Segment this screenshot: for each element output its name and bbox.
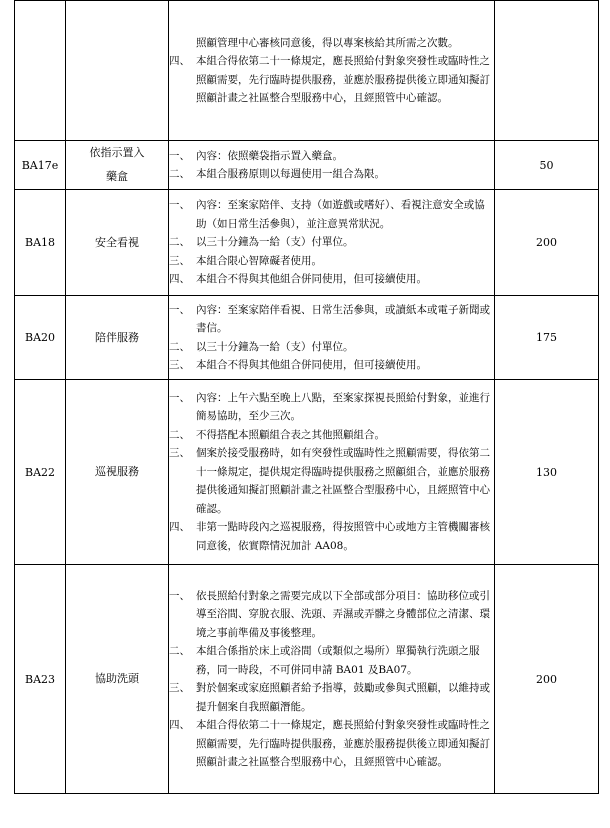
description-item <box>169 147 494 166</box>
item-text: 本組合限心智障礙者使用。 <box>196 254 322 267</box>
table-row <box>15 296 599 380</box>
service-code-cell <box>15 1 66 141</box>
price-cell <box>495 1 599 141</box>
item-text: 本組合服務原則以每週使用一組合為限。 <box>196 168 385 180</box>
table-row <box>15 565 599 794</box>
item-text: 本組合不得與其他組合併同使用，但可接續使用。 <box>196 273 427 286</box>
item-text: 本組合得依第二十一條規定，應長照給付對象突發性或臨時性之照顧需要，先行臨時提供服務，並應於服務提供後立即通知擬訂照顧計畫之社區整合型服務中心，且經照管中心確認。 <box>196 55 490 104</box>
item-number: 二、 <box>169 428 190 441</box>
service-description-cell <box>169 296 495 380</box>
item-number: 三、 <box>169 682 190 694</box>
description-item <box>169 716 494 772</box>
item-text: 內容：依照藥袋指示置入藥盒。 <box>196 149 343 162</box>
service-name-line: 巡視服務 <box>95 465 139 478</box>
service-name-line: 安全看視 <box>95 235 139 249</box>
description-item <box>169 444 494 518</box>
description-item <box>169 642 494 679</box>
service-code-cell: BA17e <box>15 141 66 190</box>
description-item <box>169 587 494 643</box>
item-number: 一、 <box>169 391 190 404</box>
price-cell: 200 <box>495 565 599 794</box>
item-number: 三、 <box>169 447 190 460</box>
table-row <box>15 190 599 296</box>
item-text: 以三十分鐘為一給（支）付單位。 <box>196 340 354 353</box>
item-number: 四、 <box>169 521 190 534</box>
item-text: 非第一點時段內之巡視服務，得按照管中心或地方主管機關審核同意後，依實際情況加計 AA08。 <box>196 521 490 552</box>
description-continuation: 照顧管理中心審核同意後，得以專案核給其所需之次數。 <box>196 36 459 49</box>
service-name-line: 陪伴服務 <box>95 330 139 344</box>
description-item <box>169 338 494 357</box>
description-item <box>169 426 494 445</box>
item-text: 不得搭配本照顧組合表之其他照顧組合。 <box>196 428 385 441</box>
service-code-cell: BA20 <box>15 296 66 380</box>
table-row <box>15 141 599 190</box>
price-cell: 130 <box>495 380 599 565</box>
item-number: 三、 <box>169 359 190 371</box>
service-name-cell <box>66 190 169 296</box>
document-page <box>14 0 599 794</box>
description-item <box>169 679 494 716</box>
description-item <box>169 165 494 184</box>
item-text: 本組合不得與其他組合併同使用，但可接續使用。 <box>196 359 427 371</box>
service-description-cell <box>169 380 495 565</box>
service-name-cell <box>66 565 169 794</box>
item-text: 個案於接受服務時，如有突發性或臨時性之照顧需要，得依第二十一條規定，提供規定得臨時提供服務之照顧組合，並應於服務提供後通知擬訂照顧計畫之社區整合型服務中心，且經照管中心確認。 <box>196 447 490 515</box>
description-item <box>169 389 494 426</box>
description-item <box>169 196 494 233</box>
service-name-cell <box>66 380 169 565</box>
item-number: 二、 <box>169 236 190 249</box>
description-item <box>169 356 494 375</box>
item-text: 內容：至案家陪伴看視、日常生活參與，或讀紙本或電子新聞或書信。 <box>196 303 490 334</box>
table-row <box>15 1 599 141</box>
description-item <box>169 301 494 338</box>
item-number: 一、 <box>169 199 190 212</box>
price-cell: 200 <box>495 190 599 296</box>
service-code-cell: BA18 <box>15 190 66 296</box>
service-description-cell <box>169 190 495 296</box>
price-cell: 175 <box>495 296 599 380</box>
item-text: 以三十分鐘為一給（支）付單位。 <box>196 236 354 249</box>
item-number: 四、 <box>169 719 190 731</box>
item-text: 對於個案或家庭照顧者給予指導，鼓勵或參與式照顧，以維持或提升個案自我照顧潛能。 <box>196 682 490 713</box>
item-number: 二、 <box>169 645 190 657</box>
item-number: 一、 <box>169 303 190 316</box>
service-name-line: 藥盒 <box>106 170 128 183</box>
description-item <box>169 252 494 271</box>
service-name-cell <box>66 1 169 141</box>
service-name-line: 依指示置入 <box>89 146 145 159</box>
description-item <box>169 52 494 108</box>
table-row <box>15 380 599 565</box>
service-code-cell: BA22 <box>15 380 66 565</box>
service-description-cell <box>169 1 495 141</box>
service-items-table <box>14 0 599 794</box>
price-cell: 50 <box>495 141 599 190</box>
service-name-cell <box>66 296 169 380</box>
item-text: 本組合係指於床上或浴間（或類似之場所）單獨執行洗頭之服務，同一時段，不可併同申請 BA01 及BA07。 <box>196 645 480 676</box>
item-number: 二、 <box>169 168 190 180</box>
description-item <box>169 518 494 555</box>
item-text: 內容：上午六點至晚上八點，至案家探視長照給付對象，並進行簡易協助，至少三次。 <box>196 391 490 423</box>
item-number: 三、 <box>169 254 190 267</box>
description-item <box>169 270 494 289</box>
service-name-line: 協助洗頭 <box>95 672 139 685</box>
service-code-cell: BA23 <box>15 565 66 794</box>
item-text: 依長照給付對象之需要完成以下全部或部分項目：協助移位或引導至浴間、穿脫衣服、洗頭、弄濕或弄髒之身體部位之清潔、環境之事前準備及事後整理。 <box>196 589 490 639</box>
item-number: 二、 <box>169 340 190 353</box>
item-text: 內容：至案家陪伴、支持（如遊戲或嗜好）、看視注意安全或協助（如日常生活參與），並注意異常狀況。 <box>196 199 485 230</box>
description-item <box>169 233 494 252</box>
item-number: 一、 <box>169 589 190 602</box>
service-description-cell <box>169 565 495 794</box>
item-number: 四、 <box>169 55 190 67</box>
service-name-cell <box>66 141 169 190</box>
service-description-cell <box>169 141 495 190</box>
item-number: 一、 <box>169 149 190 162</box>
item-number: 四、 <box>169 273 190 286</box>
item-text: 本組合得依第二十一條規定，應長照給付對象突發性或臨時性之照顧需要，先行臨時提供服務，並應於服務提供後立即通知擬訂照顧計畫之社區整合型服務中心，且經照管中心確認。 <box>196 719 490 768</box>
